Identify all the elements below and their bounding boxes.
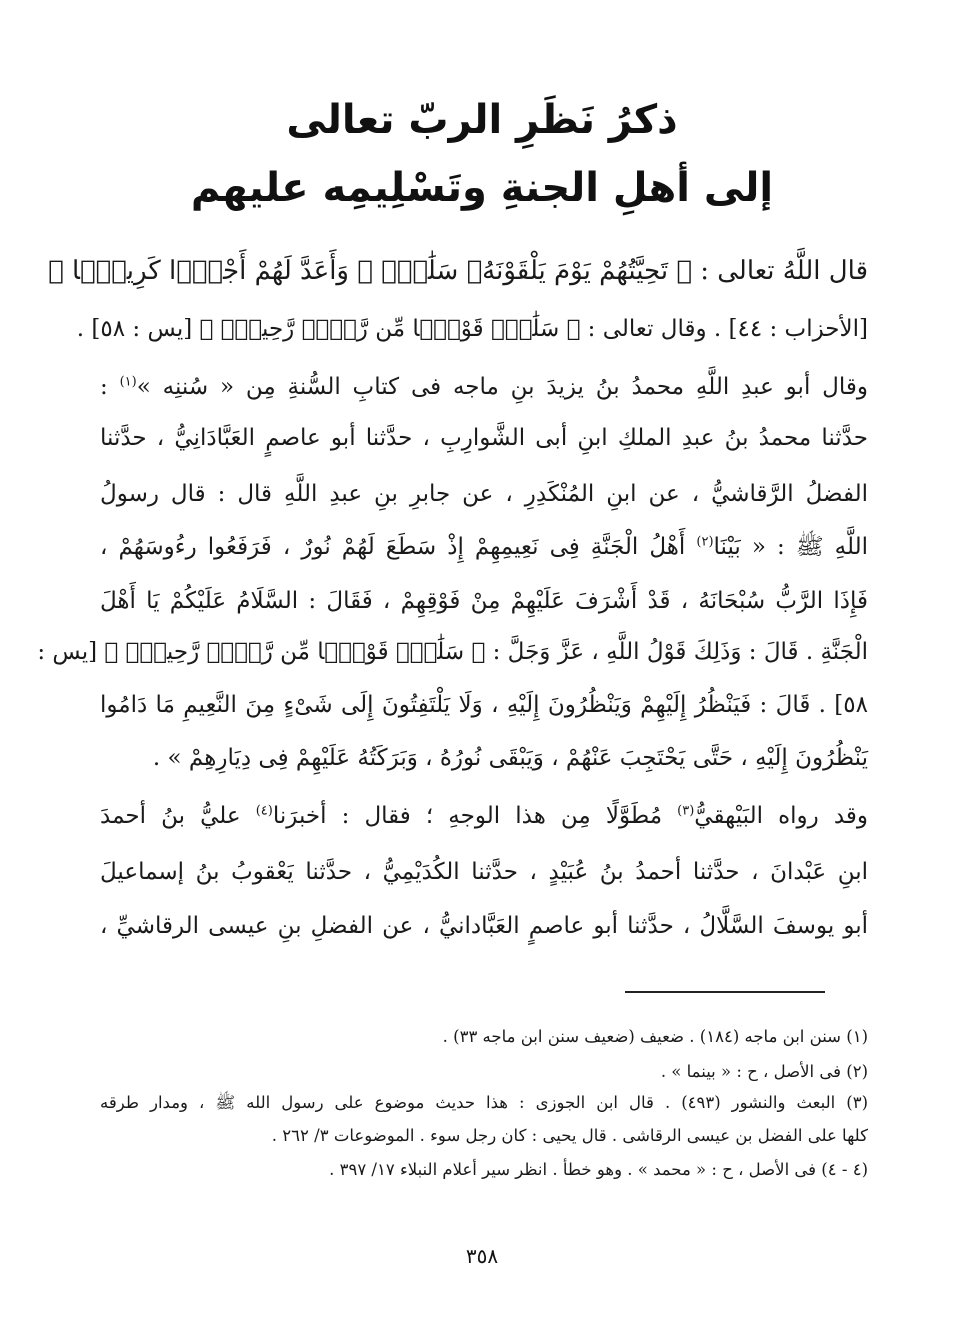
text-segment: عليُّ بنُ أحمدَ — [100, 803, 256, 829]
footnote-marker-1[interactable]: (١) — [119, 374, 137, 390]
text-line: الفضلُ الرَّقاشيُّ ، عن ابنِ المُنْكَدِرِ ، عن جابرِ بنِ عبدِ اللَّهِ قال : قال رسولُ — [100, 481, 868, 507]
footnote-marker-3[interactable]: (٣) — [677, 803, 695, 819]
footnote-marker-4[interactable]: (٤) — [255, 803, 273, 819]
text-segment: وقال أبو عبدِ اللَّهِ محمدُ بنُ يزيدَ بنِ ماجه فى كتابِ السُّنةِ مِن « سُننِه » — [136, 374, 868, 400]
footnote-separator — [625, 991, 825, 993]
footnote-3: (٣) البعث والنشور (٤٩٣) . قال ابن الجوزى : هذا حديث موضوع على رسول الله ﷺ ، ومدار طرقه — [100, 1093, 868, 1112]
chapter-title-line-2: إلى أهلِ الجنةِ وتَسْلِيمِه عليهم — [190, 165, 774, 211]
footnote-1: (١) سنن ابن ماجه (١٨٤) . ضعيف (ضعيف سنن ابن ماجه ٣٣) . — [442, 1027, 868, 1046]
page-number: ٣٥٨ — [465, 1244, 499, 1268]
text-segment: وقد رواه البَيْهقيُّ — [694, 803, 868, 829]
text-line: الْجَنَّةِ . قَالَ : وَذَلِكَ قَوْلُ اللَّهِ ، عَزَّ وَجَلَّ : ﴿ سَلَٰمٌۭ قَوْلًۭا مِّن رَّبٍّۢ رَّحِيمٍۢ ﴾ [يس : — [37, 639, 868, 665]
text-line: يَنْظُرُونَ إِلَيْهِ ، حَتَّى يَحْتَجِبَ عَنْهُمْ ، وَيَبْقَى نُورُهُ ، وَبَرَكَتُهُ عَلَيْهِمْ فِى دِيَارِهِمْ » . — [152, 745, 868, 771]
text-line — [100, 536, 868, 559]
text-line: [الأحزاب : ٤٤] . وقال تعالى : ﴿ سَلَٰمٌۭ قَوْلًۭا مِّن رَّبٍّۢ رَّحِيمٍۢ ﴾ [يس : ٥٨] . — [76, 316, 868, 342]
chapter-title-line-1: ذكرُ نَظَرِ الربّ تعالى — [286, 97, 678, 143]
text-line — [100, 805, 868, 828]
text-line — [100, 376, 868, 399]
text-segment: : — [100, 374, 120, 400]
footnote-marker-2[interactable]: (٢) — [696, 534, 714, 550]
footnote-3-continued: كلها على الفضل بن عيسى الرقاشى . قال يحيى : كان رجل سوء . الموضوعات ٣/ ٢٦٢ . — [271, 1126, 868, 1145]
text-segment: مُطَوَّلًا مِن هذا الوجهِ ؛ فقال : أخبرَنا — [272, 803, 678, 829]
text-line: قال اللَّهُ تعالى : ﴿ تَحِيَّتُهُمْ يَوْمَ يَلْقَوْنَهُۥ سَلَٰمٌۭ ۚ وَأَعَدَّ لَهُمْ أَجْرًۭا كَرِيمًۭا ﴾ — [48, 256, 868, 286]
text-line: أبو يوسفَ السَّلَّالُ ، حدَّثنا أبو عاصمٍ العَبَّادانيُّ ، عن الفضلِ بنِ عيسى الرقاشيِّ ، — [100, 913, 868, 939]
text-line: حدَّثنا محمدُ بنُ عبدِ الملكِ ابنِ أبى الشَّوارِبِ ، حدَّثنا أبو عاصمٍ العَبَّادَانِيُّ ، حدَّثنا — [100, 425, 868, 451]
footnote-2: (٢) فى الأصل ، ح : « بينما » . — [660, 1062, 868, 1081]
text-line: ابنِ عَبْدانَ ، حدَّثنا أحمدُ بنُ عُبَيْدٍ ، حدَّثنا الكُدَيْمِيُّ ، حدَّثنا يَعْقوبُ بنُ إسماعيلَ — [100, 859, 868, 885]
text-segment: أَهْلُ الْجَنَّةِ فِى نَعِيمِهِمْ إِذْ سَطَعَ لَهُمْ نُورٌ ، فَرَفَعُوا رءُوسَهُمْ ، — [100, 534, 697, 560]
text-line: ٥٨] . قَالَ : فَيَنْظُرُ إِلَيْهِمْ وَيَنْظُرُونَ إِلَيْهِ ، وَلَا يَلْتَفِتُونَ إِلَى شَىْءٍ مِنَ النَّعِيمِ مَا دَامُوا — [100, 692, 868, 718]
text-segment: اللَّهِ ﷺ : « بَيْنَا — [713, 534, 869, 560]
text-line: فَإِذَا الرَّبُّ سُبْحَانَهُ ، قَدْ أَشْرَفَ عَلَيْهِمْ مِنْ فَوْقِهِمْ ، فَقَالَ : السَّلَامُ عَلَيْكُمْ يَا أَهْلَ — [100, 588, 868, 614]
footnote-4: (٤ - ٤) فى الأصل ، ح : « محمد » . وهو خطأ . انظر سير أعلام النبلاء ١٧/ ٣٩٧ . — [329, 1160, 868, 1179]
